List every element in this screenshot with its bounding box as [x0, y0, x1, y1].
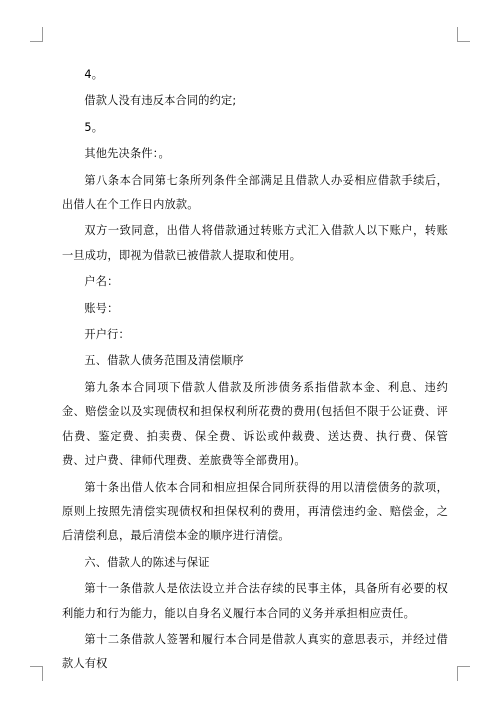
crop-mark-top-left-v: [42, 27, 43, 42]
crop-mark-bottom-right-h: [457, 666, 470, 667]
paragraph-article-8: 第八条本合同第七条所列条件全部满足且借款人办妥相应借款手续后，出借人在个工作日内放款。: [62, 173, 448, 212]
paragraph-bank: 开户行：: [84, 328, 130, 342]
paragraph-item-5: 5。: [84, 120, 104, 134]
paragraph-transfer-agreement: 双方一致同意，出借人将借款通过转账方式汇入借款人以下账户，转账一旦成功，即视为借款已被借款人提取和使用。: [62, 224, 448, 262]
paragraph-article-10: 第十条出借人依本合同和相应担保合同所获得的用以清偿债务的款项，原则上按照先清偿实现债权和担保权利的费用，再清偿违约金、赔偿金，之后清偿利息，最后清偿本金的顺序进行清偿。: [62, 480, 448, 543]
paragraph-article-9: 第九条本合同项下借款人借款及所涉债务系指借款本金、利息、违约金、赔偿金以及实现债权和担保权利所花费的费用(包括但不限于公证费、评估费、鉴定费、拍卖费、保全费、诉讼或仲裁费、送达费、执行费、保管费、过户费、律师代理费、差旅费等全部费用)。: [62, 380, 448, 468]
paragraph-no-breach: 借款人没有违反本合同的约定;: [84, 94, 237, 108]
paragraph-account-number: 账号：: [84, 301, 119, 315]
document-body: [62, 63, 448, 679]
crop-mark-bottom-right-v: [457, 666, 458, 681]
crop-mark-bottom-left-v: [42, 666, 43, 681]
paragraph-article-12: 第十二条借款人签署和履行本合同是借款人真实的意思表示，并经过借款人有权: [62, 632, 448, 671]
section-heading-5: 五、借款人债务范围及清偿顺序: [84, 354, 244, 368]
paragraph-item-4: 4。: [84, 68, 104, 81]
paragraph-other-conditions: 其他先决条件：。: [84, 147, 170, 161]
crop-mark-top-right-v: [457, 27, 458, 42]
paragraph-article-11: 第十一条借款人是依法设立并合法存续的民事主体，具备所有必要的权利能力和行为能力，能以自身名义履行本合同的义务并承担相应责任。: [62, 582, 448, 620]
crop-mark-top-right-h: [457, 41, 470, 42]
section-heading-6: 六、借款人的陈述与保证: [84, 555, 210, 569]
paragraph-account-name: 户名：: [84, 275, 119, 289]
